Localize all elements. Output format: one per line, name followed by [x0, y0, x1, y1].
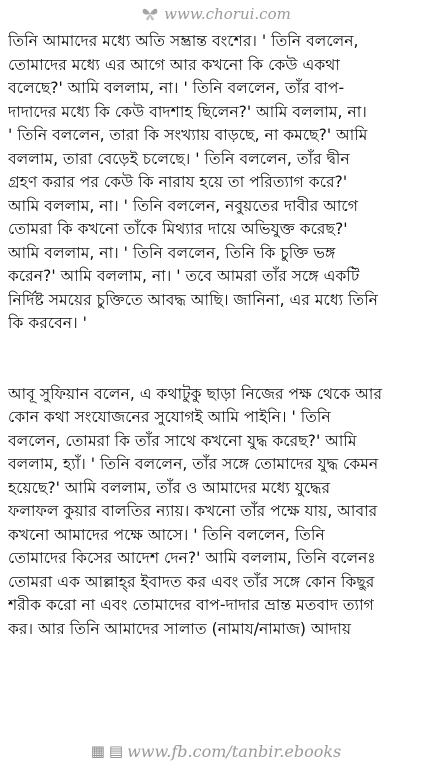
- text-line: বলেছে?' আমি বললাম, না। ' তিনি বললেন, তাঁর বাপ-: [8, 79, 345, 97]
- page-header: [0, 0, 432, 28]
- text-line: কোন কথা সংযোজনের সুযোগই আমি পাইনি। ' তিনি: [8, 408, 331, 426]
- text-line: কি করবেন। ': [8, 314, 87, 332]
- text-line: আমি বললাম, না। ' তিনি বললেন, তিনি কি চুক্তি ভঙ্গ: [8, 243, 336, 262]
- text-line: তোমাদের মধ্যে এর আগে আর কখনো কি কেউ একথা: [8, 55, 340, 74]
- paragraph-spacer: [8, 336, 426, 383]
- text-line: বললেন, তোমরা কি তাঁর সাথে কখনো যুদ্ধ করেছ?' আমি: [8, 431, 357, 450]
- book-icon: ▤: [108, 742, 124, 760]
- butterfly-icon: [141, 5, 159, 23]
- text-line: দাদাদের মধ্যে কি কেউ বাদশাহ ছিলেন?' আমি বললাম, না।: [8, 102, 367, 121]
- text-line: কর। আর তিনি আমাদের সালাত (নামায/নামাজ) আদায়: [8, 619, 352, 638]
- text-line: তোমরা এক আল্লাহ্‌র ইবাদত কর এবং তাঁর সঙ্গে কোন কিছুর: [8, 572, 375, 591]
- text-line: নির্দিষ্ট সময়ের চুক্তিতে আবদ্ধ আছি। জানিনা, এর মধ্যে তিনি: [8, 290, 378, 309]
- text-line: বললাম, তারা বেড়েই চলেছে। ' তিনি বললেন, তাঁর দ্বীন: [8, 149, 350, 168]
- text-line: তোমাদের কিসের আদেশ দেন?' আমি বললাম, তিনি বলেনঃ: [8, 549, 376, 567]
- facebook-link[interactable]: www.fb.com/tanbir.ebooks: [127, 741, 342, 761]
- site-url[interactable]: www.chorui.com: [164, 5, 291, 23]
- text-line: করেন?' আমি বললাম, না। ' তবে আমরা তাঁর সঙ্গে একটি: [8, 267, 360, 285]
- ebook-page-body: [8, 30, 426, 641]
- text-line: হয়েছে?' আমি বললাম, তাঁর ও আমাদের মধ্যে যুদ্ধের: [8, 478, 331, 497]
- text-line: ' তিনি বললেন, তারা কি সংখ্যায় বাড়ছে, না কমছে?' আমি: [8, 126, 368, 144]
- page-footer: [0, 738, 432, 764]
- text-line: শরীক করো না এবং তোমাদের বাপ-দাদার ভ্রান্ত মতবাদ ত্যাগ: [8, 596, 374, 614]
- paragraph-2: [8, 383, 426, 642]
- text-line: আমি বললাম, না। ' তিনি বললেন, নবুয়তের দাবীর আগে: [8, 196, 358, 215]
- text-line: গ্রহণ করার পর কেউ কি নারায হয়ে তা পরিত্যাগ করে?': [8, 173, 348, 191]
- paragraph-1: [8, 30, 426, 336]
- text-line: তোমরা কি কখনো তাঁকে মিথ্যার দায়ে অভিযুক্ত করেছ?': [8, 220, 348, 238]
- text-line: কখনো আমাদের পক্ষে আসে। ' তিনি বললেন, তিনি: [8, 525, 325, 544]
- text-line: বললাম, হ্যাঁ। ' তিনি বললেন, তাঁর সঙ্গে তোমাদের যুদ্ধ কেমন: [8, 455, 379, 473]
- text-line: তিনি আমাদের মধ্যে অতি সম্ভ্রান্ত বংশের। ' তিনি বললেন,: [8, 32, 359, 50]
- text-line: আবূ সুফিয়ান বলেন, এ কথাটুকু ছাড়া নিজের পক্ষ থেকে আর: [8, 384, 383, 403]
- library-icon: ▦: [90, 742, 105, 760]
- text-line: ফলাফল কুয়ার বালতির ন্যায়। কখনো তাঁর পক্ষে যায়, আবার: [8, 502, 378, 520]
